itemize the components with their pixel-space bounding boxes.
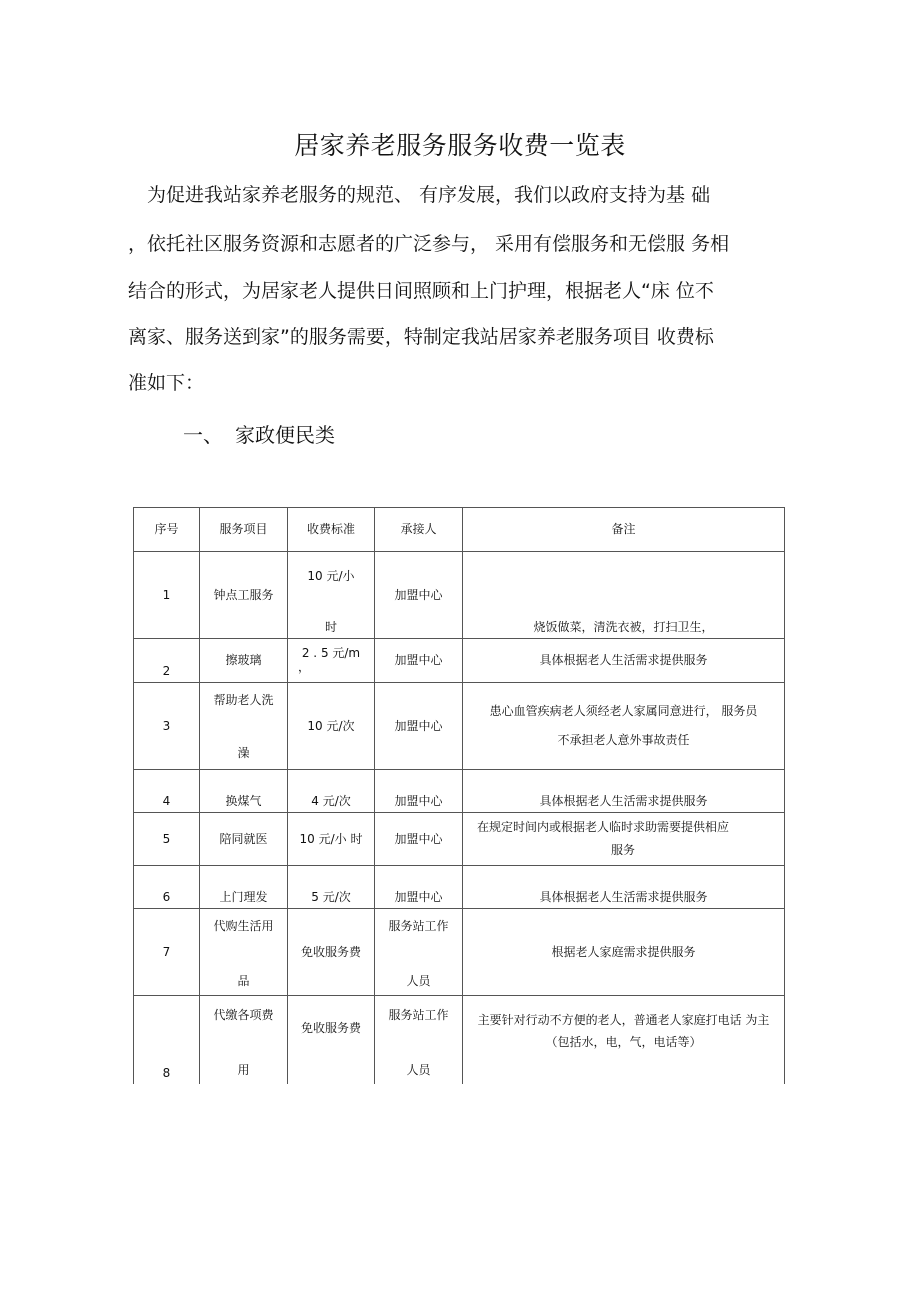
- section-heading: [183, 419, 335, 448]
- row-agent: 加盟中心: [375, 552, 463, 639]
- row-item: [200, 996, 288, 1084]
- row-fee-line2: ，: [298, 659, 311, 674]
- row-fee: 免收服务费: [288, 909, 375, 996]
- row-agent: [375, 909, 463, 996]
- header-fee: 收费标准: [288, 508, 375, 552]
- row-note-line1: 患心血管疾病老人须经老人家属同意进行， 服务员: [489, 704, 758, 719]
- row-agent: 加盟中心: [375, 683, 463, 770]
- row-note: 具体根据老人生活需求提供服务: [463, 866, 785, 909]
- row-item: 上门理发: [200, 866, 288, 909]
- row-fee: 10 元/次: [288, 683, 375, 770]
- table-row: [134, 996, 785, 1084]
- row-note-line1: 在规定时间内或根据老人临时求助需要提供相应: [477, 820, 730, 835]
- row-agent: [375, 996, 463, 1084]
- row-item-line1: 代缴各项费: [213, 1007, 274, 1022]
- row-note: [463, 683, 785, 770]
- row-item-line2: 澡: [237, 746, 250, 761]
- row-note: 具体根据老人生活需求提供服务: [463, 770, 785, 813]
- table-row: [134, 909, 785, 996]
- row-no: 6: [134, 866, 200, 909]
- row-item-line1: 帮助老人洗: [213, 693, 274, 707]
- row-no: 2: [134, 639, 200, 683]
- row-item: 换煤气: [200, 770, 288, 813]
- row-agent-line2: 人员: [406, 1062, 431, 1077]
- table-row: [134, 552, 785, 639]
- header-item: 服务项目: [200, 508, 288, 552]
- intro-line-3: 结合的形式，为居家老人提供日间照顾和上门护理，根据老人“床 位不: [128, 280, 714, 302]
- row-item-line2: 用: [237, 1062, 250, 1077]
- intro-line-2: ，依托社区服务资源和志愿者的广泛参与， 采用有偿服务和无偿服 务相: [128, 233, 730, 255]
- section-number: 一、: [183, 423, 223, 447]
- row-note: 烧饭做菜，清洗衣被，打扫卫生，: [463, 552, 785, 639]
- header-agent: 承接人: [375, 508, 463, 552]
- table-row: [134, 813, 785, 866]
- row-item: [200, 909, 288, 996]
- row-no: 5: [134, 813, 200, 866]
- row-fee: 5 元/次: [288, 866, 375, 909]
- row-note: 根据老人家庭需求提供服务: [463, 909, 785, 996]
- row-no: 7: [134, 909, 200, 996]
- row-no: 1: [134, 552, 200, 639]
- row-agent-line1: 服务站工作: [388, 1007, 449, 1022]
- page-title: 居家养老服务服务收费一览表: [294, 131, 626, 160]
- row-no: 8: [134, 996, 200, 1084]
- row-note-line1: 主要针对行动不方便的老人，普通老人家庭打电话 为主: [477, 1013, 770, 1027]
- row-agent-line1: 服务站工作: [388, 919, 449, 933]
- table-row: [134, 639, 785, 683]
- intro-line-4: 离家、服务送到家”的服务需要，特制定我站居家养老服务项目 收费标: [128, 326, 714, 348]
- table-row: [134, 683, 785, 770]
- row-fee-line1: 2 . 5 元/m: [301, 646, 361, 661]
- row-agent: 加盟中心: [375, 639, 463, 683]
- row-fee-line1: 10 元/小: [307, 569, 355, 583]
- row-fee: [288, 639, 375, 683]
- table-row: [134, 770, 785, 813]
- row-item-line2: 品: [237, 974, 250, 989]
- table-header-row: [134, 508, 785, 552]
- row-agent: 加盟中心: [375, 770, 463, 813]
- row-note: [463, 996, 785, 1084]
- header-note: 备注: [463, 508, 785, 552]
- row-fee: 4 元/次: [288, 770, 375, 813]
- row-no: 3: [134, 683, 200, 770]
- row-item: 擦玻璃: [200, 639, 288, 683]
- row-note: [463, 813, 785, 866]
- row-fee: 10 元/小 时: [288, 813, 375, 866]
- row-agent: 加盟中心: [375, 813, 463, 866]
- section-title: 家政便民类: [235, 423, 335, 447]
- intro-line-1: 为促进我站家养老服务的规范、 有序发展，我们以政府支持为基 础: [128, 184, 711, 206]
- intro-line-5: 准如下：: [128, 372, 205, 394]
- row-agent-line2: 人员: [406, 974, 431, 989]
- row-fee: 免收服务费: [288, 996, 375, 1084]
- row-note-line2: 服务: [611, 843, 636, 857]
- row-item: [200, 683, 288, 770]
- fee-table: [133, 507, 785, 1084]
- row-item: 陪同就医: [200, 813, 288, 866]
- row-fee-line2: 时: [324, 620, 337, 635]
- row-no: 4: [134, 770, 200, 813]
- row-note: 具体根据老人生活需求提供服务: [463, 639, 785, 683]
- row-item: 钟点工服务: [200, 552, 288, 639]
- header-no: 序号: [134, 508, 200, 552]
- row-agent: 加盟中心: [375, 866, 463, 909]
- row-fee: [288, 552, 375, 639]
- table-row: [134, 866, 785, 909]
- row-item-line1: 代购生活用: [213, 919, 274, 933]
- row-note-line2: 不承担老人意外事故责任: [557, 733, 690, 747]
- row-note-line2: （包括水，电，气，电话等）: [545, 1034, 702, 1049]
